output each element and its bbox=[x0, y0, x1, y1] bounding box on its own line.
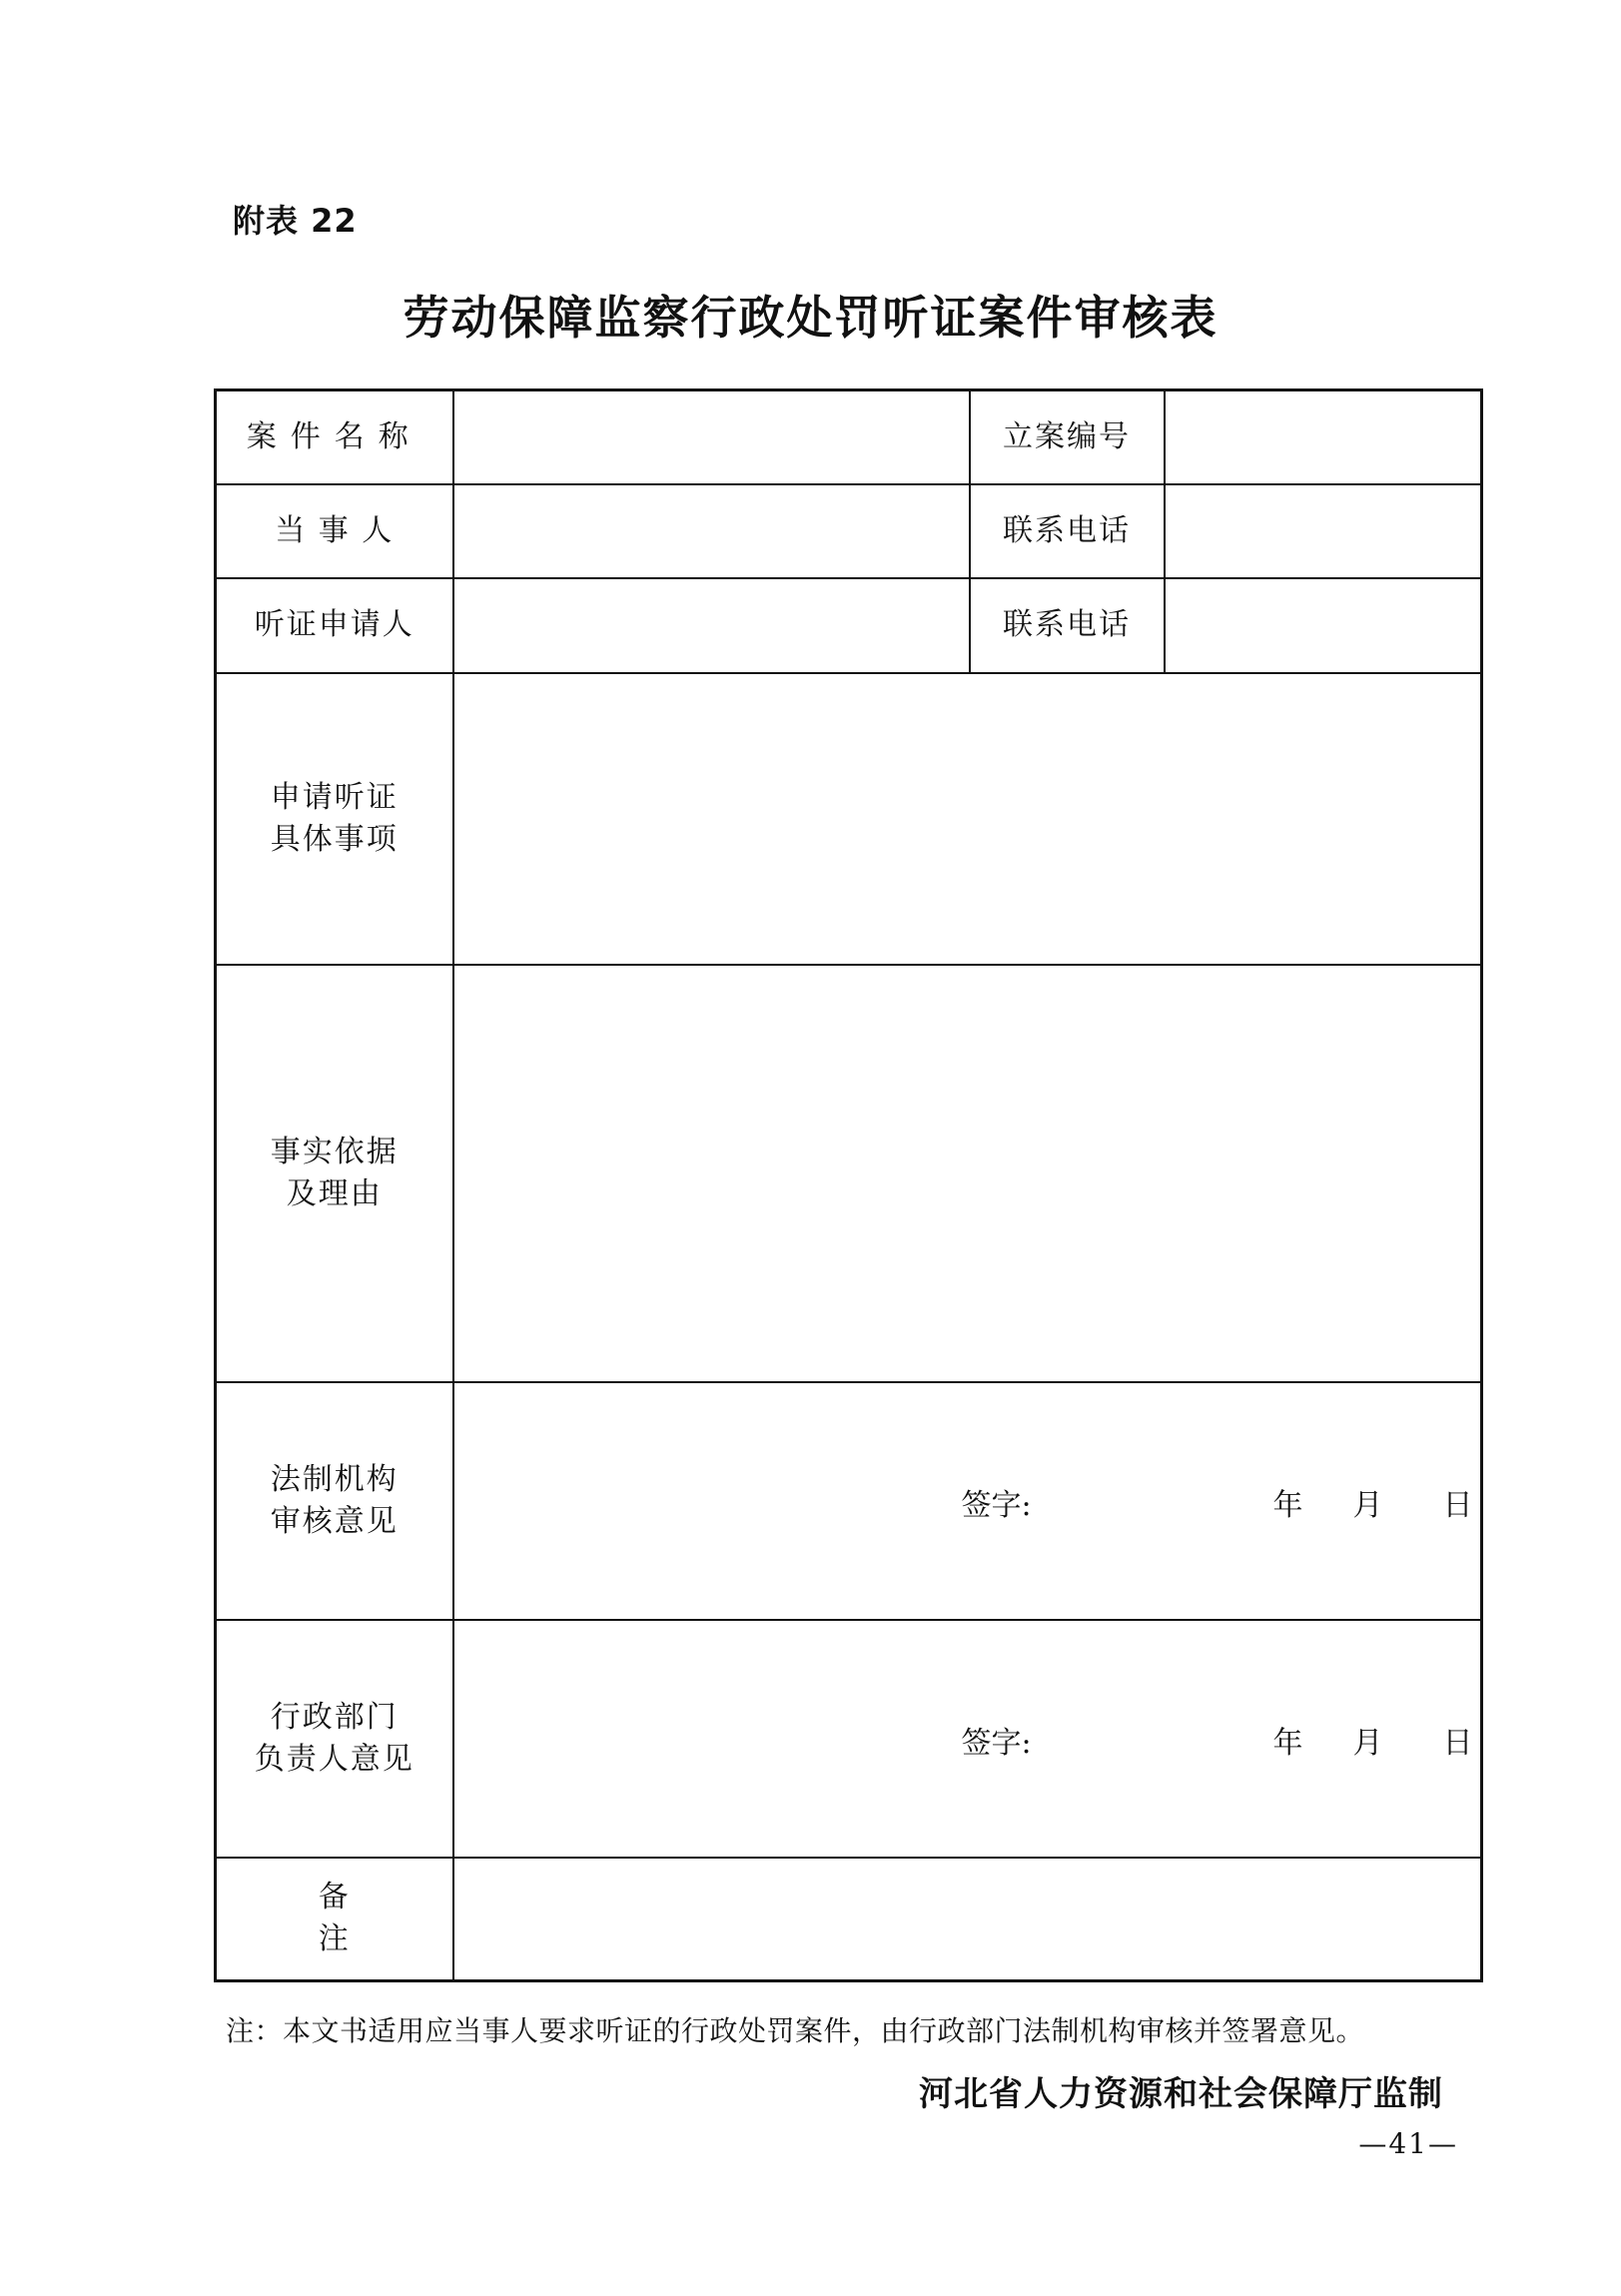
legal-review-field[interactable] bbox=[453, 1382, 1482, 1620]
party-field[interactable] bbox=[453, 484, 970, 578]
hearing-matters-label-line2: 具体事项 bbox=[270, 821, 399, 857]
applicant-phone-field[interactable] bbox=[1165, 578, 1482, 673]
issuer-line: 河北省人力资源和社会保障厅监制 bbox=[919, 2074, 1443, 2114]
legal-signature-line bbox=[454, 1480, 1481, 1522]
legal-day-label: 日 bbox=[1442, 1487, 1473, 1523]
dept-sign-label: 签字: bbox=[961, 1725, 1032, 1761]
party-phone-field[interactable] bbox=[1165, 484, 1482, 578]
legal-sign-label: 签字: bbox=[961, 1487, 1032, 1523]
row-remarks bbox=[216, 1858, 1482, 1981]
case-name-label: 案件名称 bbox=[216, 390, 453, 484]
page-number: —41— bbox=[1358, 2127, 1458, 2160]
dept-year-label: 年 bbox=[1272, 1725, 1303, 1761]
applicant-field[interactable] bbox=[453, 578, 970, 673]
remarks-label: 备 注 bbox=[216, 1858, 453, 1981]
facts-label-line1: 事实依据 bbox=[270, 1134, 399, 1169]
row-applicant bbox=[216, 578, 1482, 673]
facts-label-line2: 及理由 bbox=[286, 1175, 383, 1211]
applicant-phone-label: 联系电话 bbox=[970, 578, 1165, 673]
appendix-label: 附表 22 bbox=[233, 202, 358, 240]
remarks-field[interactable] bbox=[453, 1858, 1482, 1981]
document-title: 劳动保障监察行政处罚听证案件审核表 bbox=[403, 291, 1218, 345]
dept-month-label: 月 bbox=[1352, 1725, 1383, 1761]
party-label: 当 事 人 bbox=[216, 484, 453, 578]
legal-review-label bbox=[216, 1382, 453, 1620]
party-phone-label: 联系电话 bbox=[970, 484, 1165, 578]
case-no-label: 立案编号 bbox=[970, 390, 1165, 484]
dept-opinion-label bbox=[216, 1620, 453, 1858]
dept-opinion-label-line1: 行政部门 bbox=[270, 1699, 399, 1735]
legal-review-label-line2: 审核意见 bbox=[270, 1503, 399, 1539]
dept-opinion-label-line2: 负责人意见 bbox=[254, 1741, 414, 1777]
dept-opinion-field[interactable] bbox=[453, 1620, 1482, 1858]
facts-label bbox=[216, 965, 453, 1382]
dept-day-label: 日 bbox=[1442, 1725, 1473, 1761]
legal-review-label-line1: 法制机构 bbox=[270, 1461, 399, 1497]
legal-month-label: 月 bbox=[1352, 1487, 1383, 1523]
hearing-review-form bbox=[214, 388, 1483, 1982]
footnote: 注：本文书适用应当事人要求听证的行政处罚案件，由行政部门法制机构审核并签署意见。 bbox=[226, 2014, 1365, 2047]
legal-year-label: 年 bbox=[1272, 1487, 1303, 1523]
hearing-matters-label bbox=[216, 673, 453, 965]
facts-field[interactable] bbox=[453, 965, 1482, 1382]
row-party bbox=[216, 484, 1482, 578]
row-legal-review bbox=[216, 1382, 1482, 1620]
case-no-field[interactable] bbox=[1165, 390, 1482, 484]
row-dept-opinion bbox=[216, 1620, 1482, 1858]
row-case-name bbox=[216, 390, 1482, 484]
case-name-field[interactable] bbox=[453, 390, 970, 484]
row-hearing-matters bbox=[216, 673, 1482, 965]
hearing-matters-label-line1: 申请听证 bbox=[270, 779, 399, 815]
dept-signature-line bbox=[454, 1718, 1481, 1760]
applicant-label: 听证申请人 bbox=[216, 578, 453, 673]
hearing-matters-field[interactable] bbox=[453, 673, 1482, 965]
row-facts bbox=[216, 965, 1482, 1382]
